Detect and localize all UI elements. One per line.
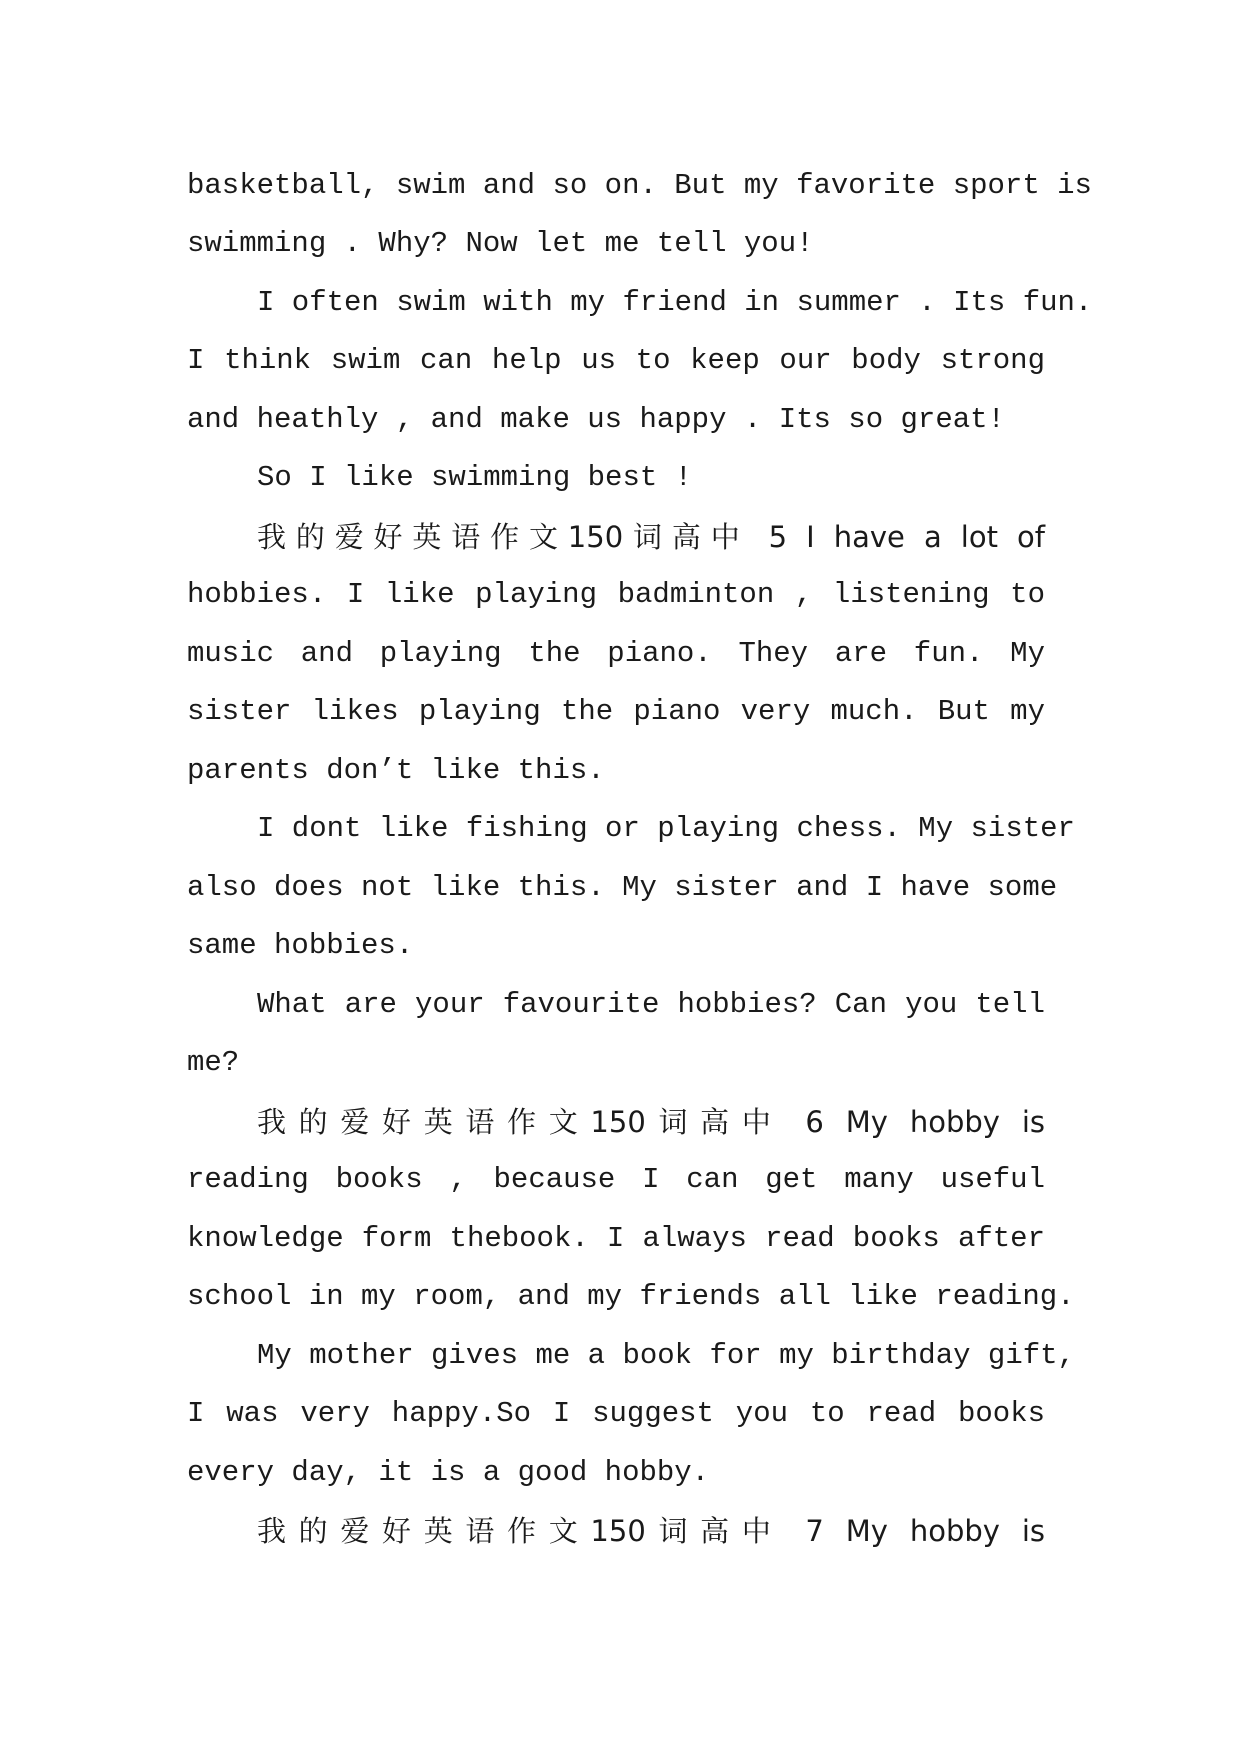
text-line: reading books , because I can get many useful xyxy=(187,1163,1045,1196)
paragraph-start-line: My mother gives me a book for my birthday gift, xyxy=(257,1339,1075,1372)
text-line: hobbies. I like playing badminton , listening to xyxy=(187,578,1045,611)
text-line: music and playing the piano. They are fun. My xyxy=(187,637,1045,670)
paragraph-start-line: I often swim with my friend in summer . Its fun. xyxy=(257,286,1093,319)
text-line: and heathly , and make us happy . Its so great! xyxy=(187,403,1005,436)
text-line: same hobbies. xyxy=(187,929,414,962)
paragraph-start-line: What are your favourite hobbies? Can you tell xyxy=(257,988,1045,1021)
paragraph-start-line: So I like swimming best ! xyxy=(257,461,693,494)
text-line: school in my room, and my friends all like reading. xyxy=(187,1280,1075,1313)
text-line: sister likes playing the piano very much. But my xyxy=(187,695,1045,728)
section-heading-line: 我的爱好英语作文150词高中 7 My hobby is xyxy=(257,1514,1045,1548)
text-line: swimming . Why? Now let me tell you! xyxy=(187,227,814,260)
text-line: I think swim can help us to keep our body strong xyxy=(187,344,1045,377)
text-line: every day, it is a good hobby. xyxy=(187,1456,710,1489)
text-line: also does not like this. My sister and I have some xyxy=(187,871,1058,904)
text-line: basketball, swim and so on. But my favorite sport is xyxy=(187,169,1092,202)
section-heading-line: 我的爱好英语作文150词高中 5 I have a lot of xyxy=(257,520,1045,554)
text-line: I was very happy.So I suggest you to read books xyxy=(187,1397,1045,1430)
text-line: parents don’t like this. xyxy=(187,754,605,787)
section-heading-line: 我的爱好英语作文150词高中 6 My hobby is xyxy=(257,1105,1045,1139)
paragraph-start-line: I dont like fishing or playing chess. My sister xyxy=(257,812,1075,845)
text-line: me? xyxy=(187,1046,240,1079)
text-line: knowledge form thebook. I always read books after xyxy=(187,1222,1045,1255)
